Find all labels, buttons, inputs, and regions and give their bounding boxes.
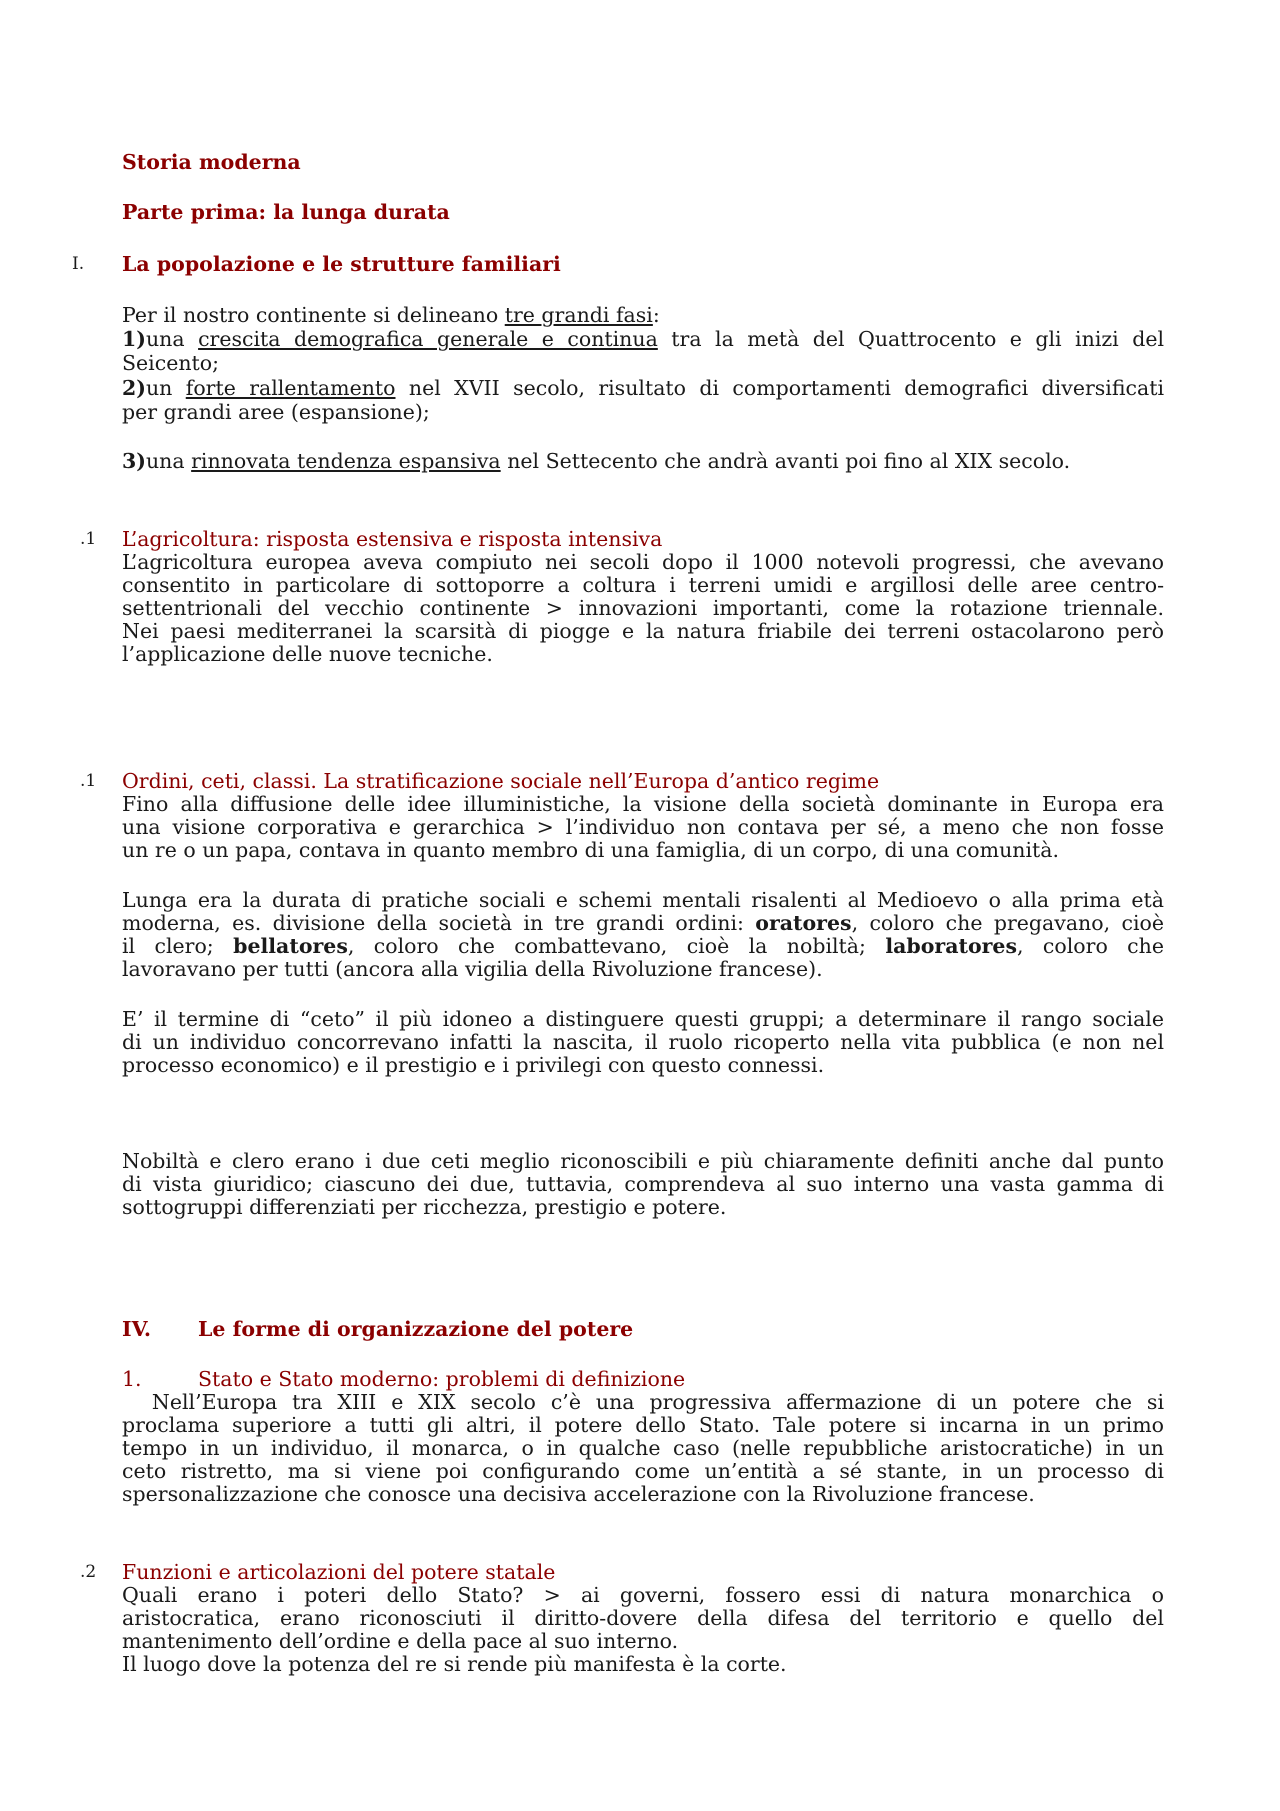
phase-1-line: 1)una crescita demografica generale e continua tra la metà del Quattrocento e gli inizi del — [122, 327, 1165, 351]
paragraph-line: E’ il termine di “ceto” il più idoneo a distinguere questi gruppi; a determinare il rango sociale — [122, 1007, 1164, 1031]
paragraph-line: l’applicazione delle nuove tecniche. — [122, 642, 493, 666]
section-number: .1 — [80, 771, 97, 791]
part-title: Parte prima: la lunga durata — [122, 200, 450, 224]
phase-3-line: 3)una rinnovata tendenza espansiva nel Settecento che andrà avanti poi fino al XIX secolo. — [122, 449, 1071, 473]
subsection-heading: Funzioni e articolazioni del potere statale — [122, 1560, 556, 1584]
paragraph-line: aristocratica, erano riconosciuti il diritto-dovere della difesa del territorio e quello del — [122, 1606, 1164, 1630]
paragraph-line: spersonalizzazione che conosce una decisiva accelerazione con la Rivoluzione francese. — [122, 1482, 1035, 1506]
underlined-term: rinnovata tendenza espansiva — [191, 449, 501, 473]
paragraph-line: di un individuo concorrevano infatti la nascita, il ruolo ricoperto nella vita pubblica (e non nel — [122, 1030, 1164, 1054]
chapter-number: I. — [72, 254, 85, 274]
underlined-term: forte rallentamento — [185, 376, 396, 400]
term-laboratores: laboratores — [885, 934, 1018, 958]
paragraph-line: Fino alla diffusione delle idee illuministiche, la visione della società dominante in Europa era — [122, 792, 1164, 816]
paragraph-line: processo economico) e il prestigio e i privilegi con questo connessi. — [122, 1053, 825, 1077]
paragraph-line: Nobiltà e clero erano i due ceti meglio riconoscibili e più chiaramente definiti anche dal punto — [122, 1149, 1164, 1173]
paragraph-line: di vista giuridico; ciascuno dei due, tuttavia, comprendeva al suo interno una vasta gamma di — [122, 1172, 1164, 1196]
underlined-term: crescita demografica generale e continua — [198, 327, 658, 351]
section-number: .1 — [80, 529, 97, 549]
paragraph-line: ceto ristretto, ma si viene poi configurando come un’entità a sé stante, in un processo di — [122, 1459, 1164, 1483]
phase-1-cont: Seicento; — [122, 351, 220, 375]
paragraph-line: sottogruppi differenziati per ricchezza, prestigio e potere. — [122, 1195, 727, 1219]
term-oratores: oratores — [755, 911, 852, 935]
paragraph-line: consentito in particolare di sottoporre a coltura i terreni umidi e argillosi delle aree centro- — [122, 573, 1164, 597]
paragraph-line: L’agricoltura europea aveva compiuto nei secoli dopo il 1000 notevoli progressi, che avevano — [122, 550, 1164, 574]
paragraph-line: una visione corporativa e gerarchica > l’individuo non contava per sé, a meno che non fosse — [122, 815, 1164, 839]
paragraph-line: Lunga era la durata di pratiche sociali e schemi mentali risalenti al Medioevo o alla prima età — [122, 888, 1164, 912]
phase-2-line: 2)un forte rallentamento nel XVII secolo, risultato di comportamenti demografici diversificati — [122, 376, 1164, 400]
subsection-number: .2 — [80, 1562, 97, 1582]
subsection-heading: Stato e Stato moderno: problemi di definizione — [198, 1367, 686, 1391]
paragraph-line: mantenimento dell’ordine e della pace al suo interno. — [122, 1629, 679, 1653]
document-title: Storia moderna — [122, 150, 301, 174]
subsection-number: 1. — [122, 1367, 142, 1391]
section-heading: L’agricoltura: risposta estensiva e risposta intensiva — [122, 527, 663, 551]
paragraph-line: settentrionali del vecchio continente > innovazioni importanti, come la rotazione triennale. — [122, 596, 1164, 620]
paragraph-line: Nei paesi mediterranei la scarsità di piogge e la natura friabile dei terreni ostacolarono però — [122, 619, 1164, 643]
chapter-heading: Le forme di organizzazione del potere — [198, 1317, 634, 1341]
paragraph-line: Il luogo dove la potenza del re si rende più manifesta è la corte. — [122, 1652, 787, 1676]
paragraph-line: lavoravano per tutti (ancora alla vigilia della Rivoluzione francese). — [122, 957, 823, 981]
chapter-heading: La popolazione e le strutture familiari — [122, 252, 561, 276]
section-heading: Ordini, ceti, classi. La stratificazione sociale nell’Europa d’antico regime — [122, 769, 880, 793]
paragraph-line: tempo in un individuo, il monarca, o in qualche caso (nelle repubbliche aristocratiche) in un — [122, 1436, 1164, 1460]
underlined-term: tre grandi fasi — [504, 303, 653, 327]
paragraph-line: Quali erano i poteri dello Stato? > ai governi, fossero essi di natura monarchica o — [122, 1583, 1164, 1607]
paragraph-line: Nell’Europa tra XIII e XIX secolo c’è una progressiva affermazione di un potere che si — [122, 1390, 1164, 1414]
paragraph-line: un re o un papa, contava in quanto membro di una famiglia, di un corpo, di una comunità. — [122, 838, 1060, 862]
chapter-intro: Per il nostro continente si delineano tre grandi fasi: — [122, 303, 660, 327]
paragraph-line: proclama superiore a tutti gli altri, il potere dello Stato. Tale potere si incarna in un primo — [122, 1413, 1164, 1437]
phase-2-cont: per grandi aree (espansione); — [122, 400, 430, 424]
paragraph-line: moderna, es. divisione della società in tre grandi ordini: oratores, coloro che pregavano, cioè — [122, 911, 1164, 935]
chapter-number: IV. — [122, 1317, 152, 1341]
paragraph-line: il clero; bellatores, coloro che combattevano, cioè la nobiltà; laboratores, coloro che — [122, 934, 1164, 958]
term-bellatores: bellatores — [233, 934, 348, 958]
